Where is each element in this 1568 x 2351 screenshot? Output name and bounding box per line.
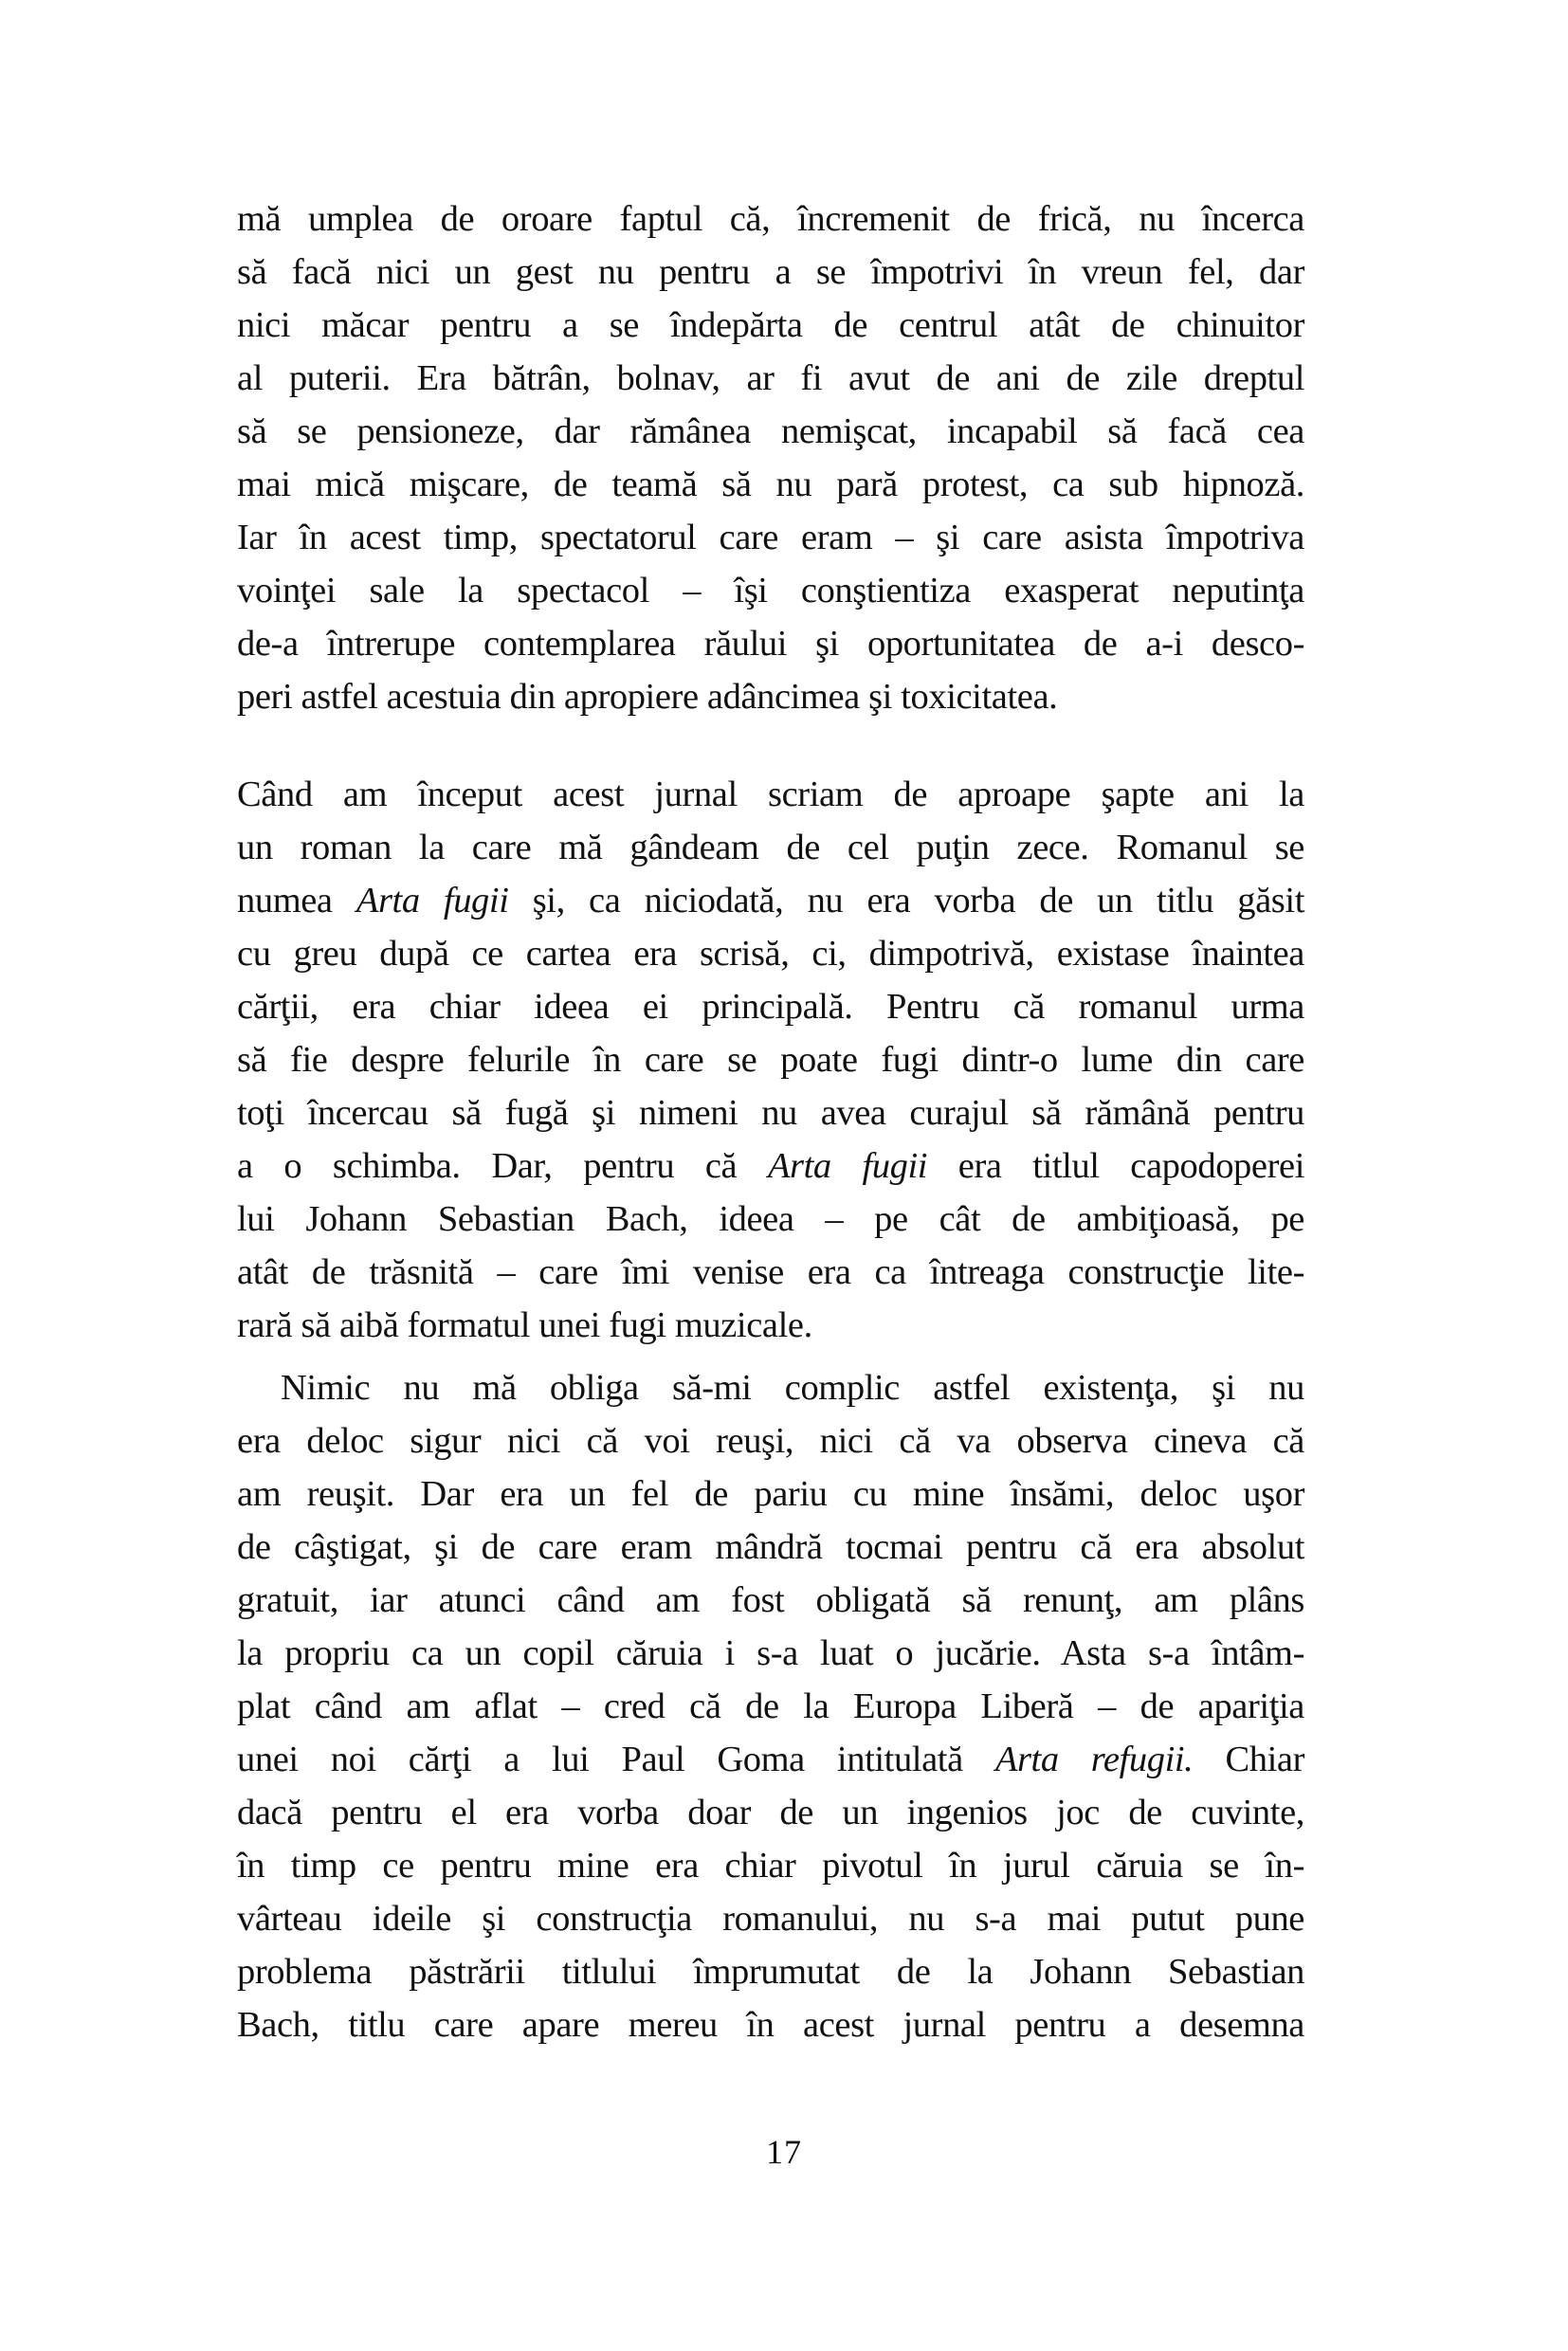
- text-run: şi, ca niciodată, nu era vorba de un titlu găsit: [508, 881, 1304, 920]
- text-line: să facă nici un gest nu pentru a se împotrivi în vreun fel, dar: [237, 252, 1304, 292]
- text-line: am reuşit. Dar era un fel de pariu cu mine însămi, deloc uşor: [237, 1474, 1304, 1514]
- text-line: atât de trăsnită – care îmi venise era ca întreaga construcţie lite-: [237, 1252, 1304, 1292]
- text-line: Iar în acest timp, spectatorul care eram – şi care asista împotriva: [237, 518, 1304, 557]
- book-title-italic: Arta fugii: [356, 881, 509, 920]
- text-line: vârteau ideile şi construcţia romanului, nu s-a mai putut pune: [237, 1899, 1304, 1939]
- text-run: Chiar: [1193, 1740, 1304, 1779]
- text-line: cărţii, era chiar ideea ei principală. Pentru că romanul urma: [237, 987, 1304, 1027]
- text-line: [237, 1139, 1304, 1193]
- paragraph-journal-start: [237, 768, 1304, 1352]
- text-line: să se pensioneze, dar rămânea nemişcat, incapabil să facă cea: [237, 411, 1304, 451]
- text-line: de-a întrerupe contemplarea răului şi oportunitatea de a-i desco-: [237, 624, 1304, 664]
- text-line: un roman la care mă gândeam de cel puţin zece. Romanul se: [237, 828, 1304, 867]
- text-line: Când am început acest jurnal scriam de aproape şapte ani la: [237, 775, 1304, 814]
- text-line: cu greu după ce cartea era scrisă, ci, dimpotrivă, existase înaintea: [237, 934, 1304, 974]
- book-title-italic: Arta fugii: [767, 1146, 928, 1186]
- text-line: lui Johann Sebastian Bach, ideea – pe cât de ambiţioasă, pe: [237, 1199, 1304, 1239]
- text-run: a o schimba. Dar, pentru că: [237, 1146, 768, 1186]
- text-line: Bach, titlu care apare mereu în acest jurnal pentru a desemna: [237, 2005, 1304, 2045]
- text-line: problema păstrării titlului împrumutat de la Johann Sebastian: [237, 1952, 1304, 1992]
- text-line: nici măcar pentru a se îndepărta de centrul atât de chinuitor: [237, 305, 1304, 345]
- text-line: mai mică mişcare, de teamă să nu pară protest, ca sub hipnoză.: [237, 465, 1304, 504]
- text-line: plat când am aflat – cred că de la Europa Liberă – de apariţia: [237, 1686, 1304, 1726]
- text-line: toţi încercau să fugă şi nimeni nu avea curajul să rămână pentru: [237, 1093, 1304, 1133]
- text-line: să fie despre felurile în care se poate fugi dintr-o lume din care: [237, 1040, 1304, 1080]
- text-line: [237, 874, 1304, 927]
- text-line: era deloc sigur nici că voi reuşi, nici că va observa cineva că: [237, 1421, 1304, 1461]
- text-line: al puterii. Era bătrân, bolnav, ar fi avut de ani de zile dreptul: [237, 358, 1304, 398]
- paragraph-continued: [237, 192, 1304, 723]
- page-number: 17: [766, 2133, 802, 2171]
- text-line: mă umplea de oroare faptul că, încremenit de frică, nu încerca: [237, 199, 1304, 239]
- text-line: de câştigat, şi de care eram mândră tocmai pentru că era absolut: [237, 1527, 1304, 1567]
- text-line: la propriu ca un copil căruia i s-a luat o jucărie. Asta s-a întâm-: [237, 1633, 1304, 1673]
- text-line: peri astfel acestuia din apropiere adâncimea şi toxicitatea.: [237, 677, 1058, 717]
- text-line: voinţei sale la spectacol – îşi conştientiza exasperat neputinţa: [237, 571, 1304, 611]
- text-line: rară să aibă formatul unei fugi muzicale.: [237, 1305, 812, 1345]
- text-run: era titlul capodoperei: [927, 1146, 1304, 1186]
- text-line: Nimic nu mă obliga să-mi complic astfel existenţa, şi nu: [281, 1368, 1304, 1408]
- text-run: numea: [237, 881, 356, 920]
- text-line: dacă pentru el era vorba doar de un ingenios joc de cuvinte,: [237, 1793, 1304, 1832]
- text-line: gratuit, iar atunci când am fost obligată să renunţ, am plâns: [237, 1580, 1304, 1620]
- paragraph-nimic: [237, 1361, 1304, 2051]
- text-line: [237, 1733, 1304, 1786]
- book-title-italic: Arta refugii.: [994, 1740, 1194, 1779]
- text-line: în timp ce pentru mine era chiar pivotul în jurul căruia se în-: [237, 1846, 1304, 1886]
- text-run: unei noi cărţi a lui Paul Goma intitulată: [237, 1740, 995, 1779]
